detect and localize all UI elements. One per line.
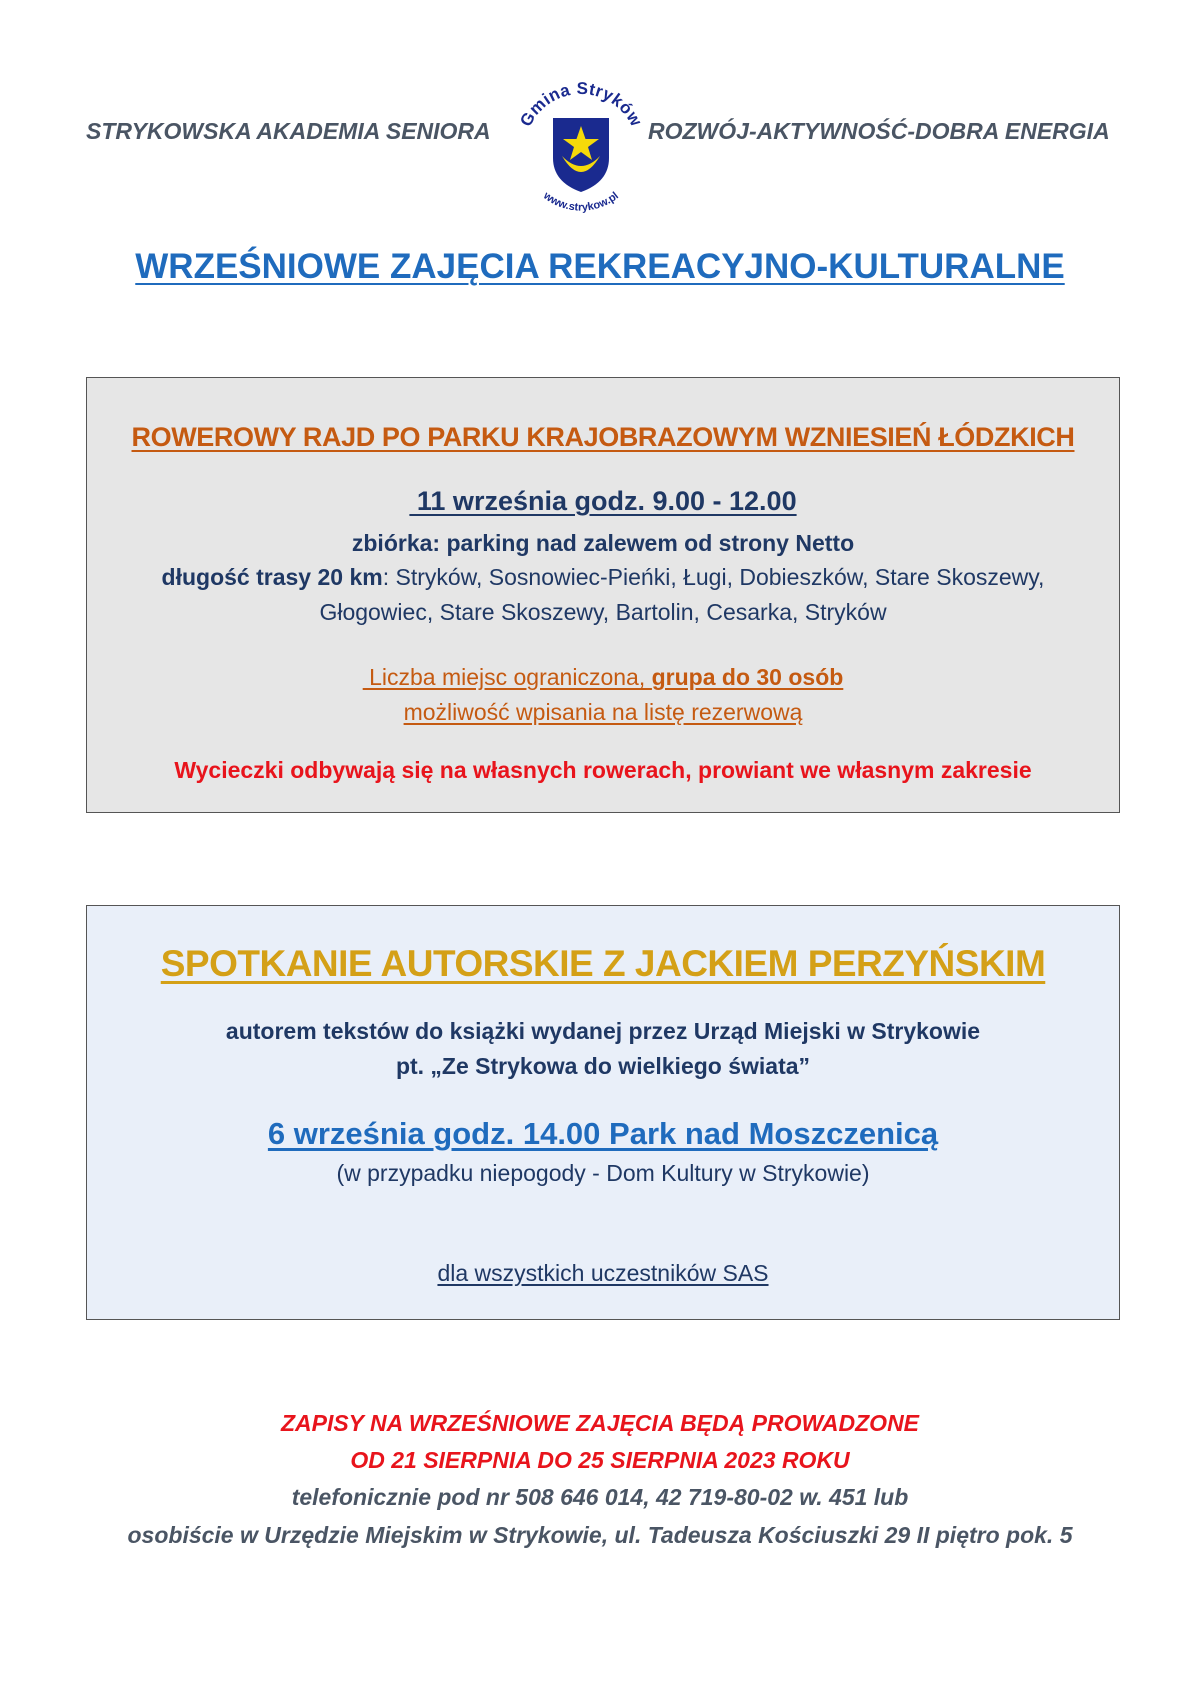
bike-rally-warning: Wycieczki odbywają się na własnych rowerach, prowiant we własnym zakresie [174, 757, 1032, 783]
author-meeting-alternative: (w przypadku niepogody - Dom Kultury w Strykowie) [336, 1160, 870, 1186]
bike-rally-date: 11 września godz. 9.00 - 12.00 [409, 486, 797, 516]
route-length-label: długość trasy 20 km [161, 564, 383, 590]
limit-group: grupa do 30 osób [651, 664, 844, 690]
author-meeting-date-place: 6 września godz. 14.00 Park nad Moszczenicą [267, 1116, 939, 1151]
registration-phone: telefonicznie pod nr 508 646 014, 42 719-80-02 w. 451 lub [291, 1484, 909, 1510]
bike-rally-meeting-point: zbiórka: parking nad zalewem od strony Netto [351, 530, 855, 556]
author-meeting-desc-line2: pt. „Ze Strykowa do wielkiego świata” [395, 1053, 811, 1079]
bike-rally-reserve-list: możliwość wpisania na listę rezerwową [403, 699, 803, 725]
bike-rally-route-line2: Głogowiec, Stare Skoszewy, Bartolin, Cesarka, Stryków [319, 599, 887, 625]
page-title: WRZEŚNIOWE ZAJĘCIA REKREACYJNO-KULTURALNE [135, 247, 1065, 286]
registration-address: osobiście w Urzędzie Miejskim w Strykowie, ul. Tadeusza Kościuszki 29 II piętro pok. 5 [127, 1522, 1073, 1548]
logo-url-text: www.strykow.pl [541, 189, 621, 214]
registration-line2: OD 21 SIERPNIA DO 25 SIERPNIA 2023 ROKU [350, 1447, 850, 1473]
bike-rally-limit [87, 664, 1119, 691]
logo-arc-text: Gmina Stryków [516, 78, 646, 130]
author-meeting-box [86, 905, 1120, 1320]
registration-line1: ZAPISY NA WRZEŚNIOWE ZAJĘCIA BĘDĄ PROWADZONE [280, 1410, 920, 1436]
header-right-text: ROZWÓJ-AKTYWNOŚĆ-DOBRA ENERGIA [648, 118, 1110, 144]
author-meeting-desc-line1: autorem tekstów do książki wydanej przez Urząd Miejski w Strykowie [225, 1018, 981, 1044]
bike-rally-title: ROWEROWY RAJD PO PARKU KRAJOBRAZOWYM WZNIESIEŃ ŁÓDZKICH [131, 422, 1075, 452]
author-meeting-title: SPOTKANIE AUTORSKIE Z JACKIEM PERZYŃSKIM [160, 943, 1046, 984]
route-stops-part1: : Stryków, Sosnowiec-Pieńki, Ługi, Dobieszków, Stare Skoszewy, [382, 564, 1045, 590]
author-meeting-audience: dla wszystkich uczestników SAS [437, 1260, 769, 1286]
limit-text: Liczba miejsc ograniczona, [362, 664, 652, 690]
header-left-text: STRYKOWSKA AKADEMIA SENIORA [86, 118, 491, 144]
bike-rally-box [86, 377, 1120, 813]
gmina-strykow-logo [507, 70, 655, 218]
crescent-star-shield-icon [507, 70, 655, 218]
bike-rally-route-line1 [87, 564, 1119, 591]
svg-text:www.strykow.pl [540, 189, 621, 213]
